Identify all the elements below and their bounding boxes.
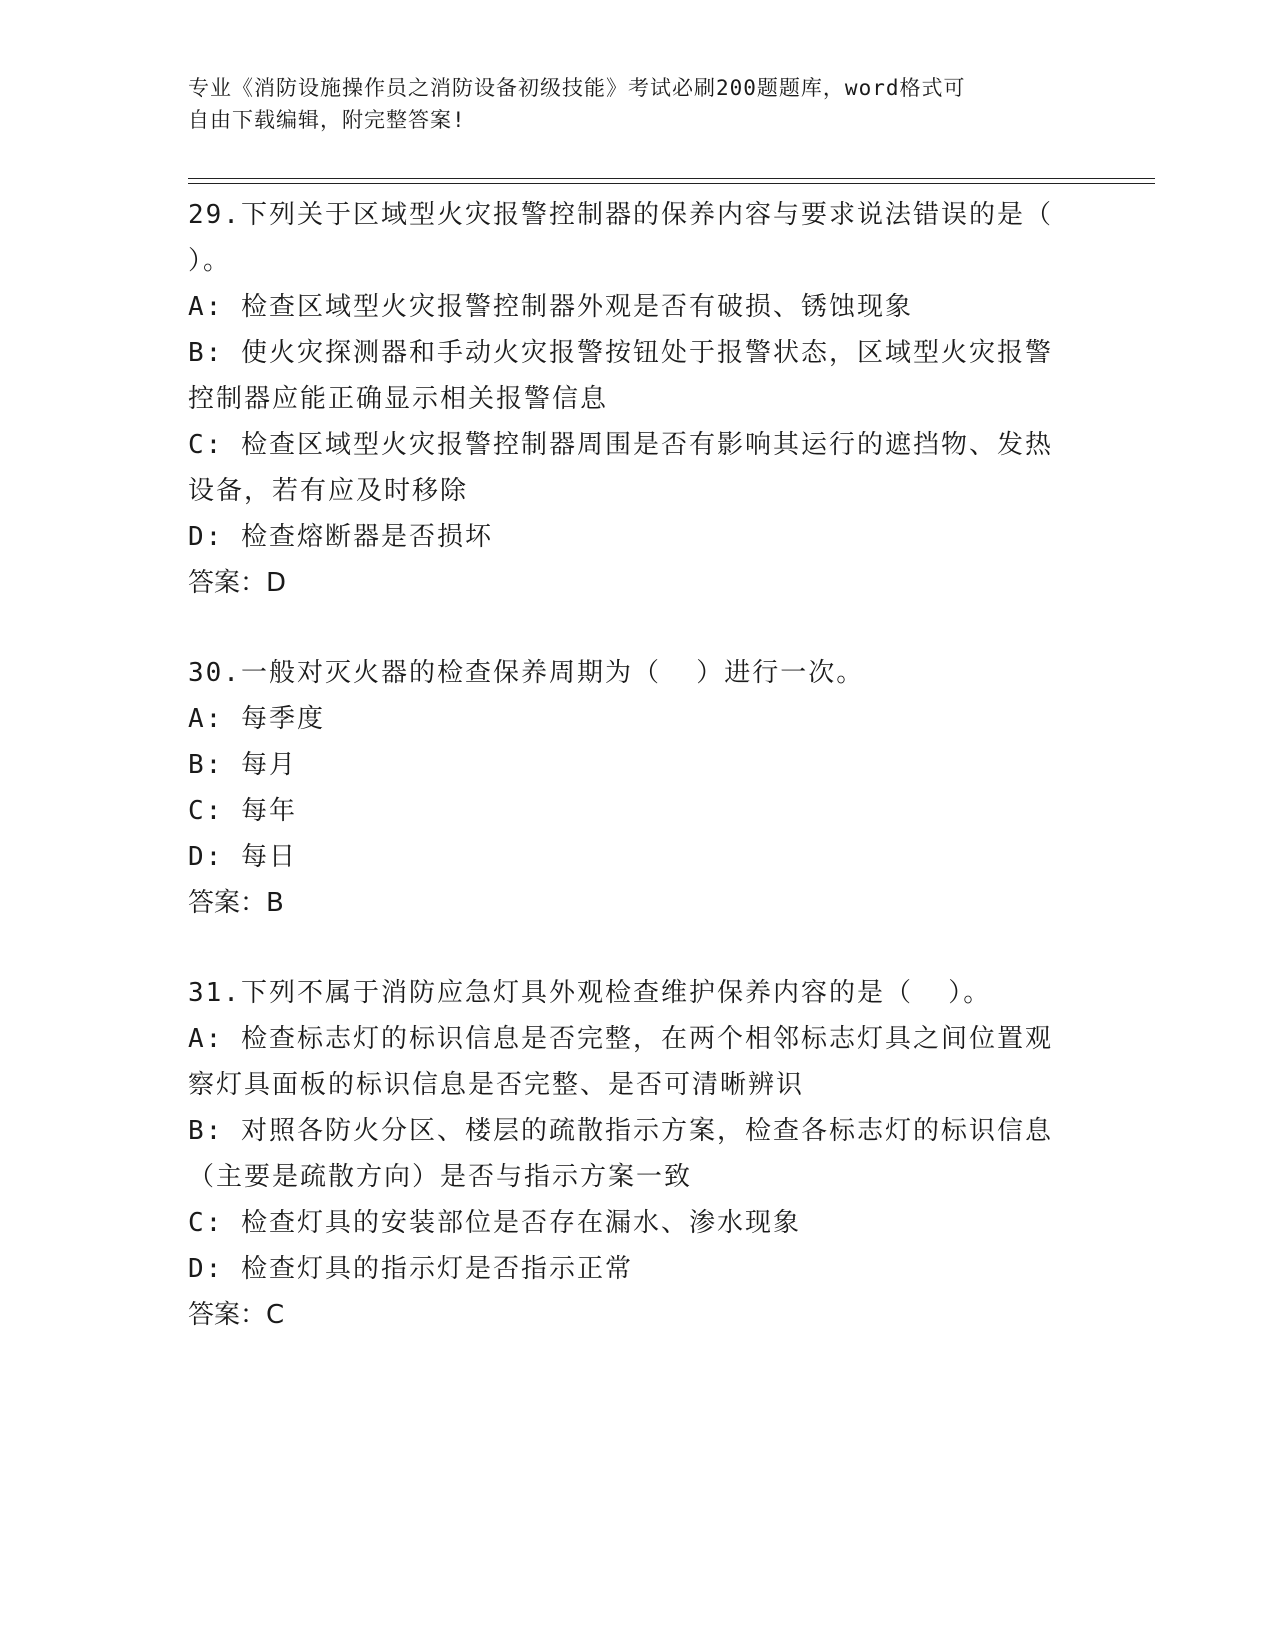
option-c: C: 检查区域型火灾报警控制器周围是否有影响其运行的遮挡物、发热 xyxy=(188,430,1053,460)
header-line-2: 自由下载编辑，附完整答案! xyxy=(188,108,466,132)
question-stem: 30.一般对灭火器的检查保养周期为（ ）进行一次。 xyxy=(188,658,865,688)
option-d: D: 每日 xyxy=(188,842,297,872)
option-b-continued: 控制器应能正确显示相关报警信息 xyxy=(188,384,609,414)
option-b: B: 使火灾探测器和手动火灾报警按钮处于报警状态，区域型火灾报警 xyxy=(188,338,1053,368)
option-a: A: 每季度 xyxy=(188,704,325,734)
question-stem-continued: ）。 xyxy=(188,246,232,276)
option-b: B: 对照各防火分区、楼层的疏散指示方案，检查各标志灯的标识信息 xyxy=(188,1116,1053,1146)
question-29 xyxy=(188,192,1088,606)
question-30 xyxy=(188,650,1088,926)
answer: 答案：B xyxy=(188,888,284,918)
answer: 答案：C xyxy=(188,1300,285,1330)
option-a: A: 检查区域型火灾报警控制器外观是否有破损、锈蚀现象 xyxy=(188,292,913,322)
option-a: A: 检查标志灯的标识信息是否完整，在两个相邻标志灯具之间位置观 xyxy=(188,1024,1053,1054)
option-b: B: 每月 xyxy=(188,750,297,780)
answer: 答案：D xyxy=(188,568,287,598)
header-line-1: 专业《消防设施操作员之消防设备初级技能》考试必刷200题题库，word格式可 xyxy=(188,76,966,100)
question-31 xyxy=(188,970,1088,1338)
option-d: D: 检查灯具的指示灯是否指示正常 xyxy=(188,1254,633,1284)
option-a-continued: 察灯具面板的标识信息是否完整、是否可清晰辨识 xyxy=(188,1070,805,1100)
header-divider-top xyxy=(188,178,1155,179)
question-stem: 31.下列不属于消防应急灯具外观检查维护保养内容的是（ ）。 xyxy=(188,978,992,1008)
document-header xyxy=(188,72,1068,136)
option-c: C: 检查灯具的安装部位是否存在漏水、渗水现象 xyxy=(188,1208,801,1238)
header-divider-bottom xyxy=(188,183,1155,184)
option-c: C: 每年 xyxy=(188,796,297,826)
option-c-continued: 设备，若有应及时移除 xyxy=(188,476,469,506)
option-b-continued: （主要是疏散方向）是否与指示方案一致 xyxy=(188,1162,693,1192)
option-d: D: 检查熔断器是否损坏 xyxy=(188,522,493,552)
question-stem: 29.下列关于区域型火灾报警控制器的保养内容与要求说法错误的是（ xyxy=(188,200,1053,230)
question-list xyxy=(188,192,1088,1382)
